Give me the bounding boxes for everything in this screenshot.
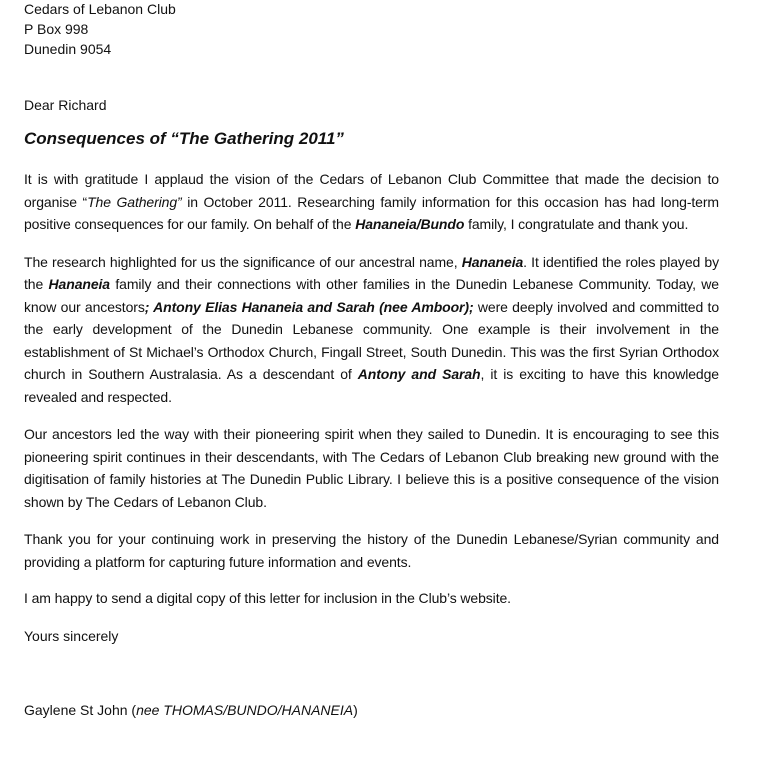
paragraph-2-ancestors: ; Antony Elias Hananeia and Sarah (nee Amboor); [144, 298, 474, 315]
letter-subject: Consequences of “The Gathering 2011” [24, 129, 344, 148]
letter-page [24, 0, 719, 720]
paragraph-2-text-5: , it is exciting to have this knowledge revealed and respected. [24, 366, 719, 405]
signature-end: ) [353, 701, 358, 718]
address-line-2: P Box 998 [24, 21, 89, 37]
address-line-1: Cedars of Lebanon Club [24, 1, 176, 17]
signature [24, 700, 719, 720]
address-line-3: Dunedin 9054 [24, 41, 112, 57]
signature-name: Gaylene St John ( [24, 701, 137, 718]
paragraph-2-text-2: . It identified the roles played by the [24, 253, 719, 292]
paragraph-2-text-1: The research highlighted for us the significance of our ancestral name, [24, 253, 462, 270]
paragraph-1-text-3: family, I congratulate and thank you. [464, 216, 689, 232]
recipient-address [24, 0, 719, 59]
signature-nee: nee THOMAS/BUNDO/HANANEIA [136, 701, 354, 718]
paragraph-1-text-1: It is with gratitude I applaud the vision of the Cedars of Lebanon Club Committee that made the decision to organise “ [24, 171, 719, 210]
paragraph-1-family-name: Hananeia/Bundo [355, 216, 465, 232]
paragraph-2-ancestral-name: Hananeia [461, 253, 524, 270]
paragraph-4: Thank you for your continuing work in preserving the history of the Dunedin Lebanese/Syrian community and providing a platform for capturing future information and events. [24, 531, 719, 570]
salutation: Dear Richard [24, 97, 107, 113]
paragraph-1 [24, 168, 719, 236]
paragraph-2 [24, 251, 719, 409]
paragraph-1-text-2: in October 2011. Researching family information for this occasion has had long-term positive consequences for our family. On behalf of the [24, 193, 719, 232]
paragraph-1-event-name: The Gathering” [87, 193, 182, 210]
paragraph-2-text-3: family and their connections with other families in the Dunedin Lebanese Community. Today, we know our ancestors [24, 276, 719, 315]
paragraph-2-ancestor-names: Antony and Sarah [357, 366, 481, 382]
paragraph-3: Our ancestors led the way with their pioneering spirit when they sailed to Dunedin. It is encouraging to see this pioneering spirit continues in their descendants, with The Cedars of Lebanon Club breaking new ground with the digitisation of family histories at The Dunedin Public Library. I believe this is a positive consequence of the vision shown by The Cedars of Lebanon Club. [24, 426, 719, 510]
paragraph-2-family-name: Hananeia [48, 276, 110, 292]
paragraph-2-text-4: were deeply involved and committed to the early development of the Dunedin Lebanese community. One example is their involvement in the establishment of St Michael’s Orthodox Church, Fingall Street, South Dunedin. This was the first Syrian Orthodox church in Southern Australasia. As a descendant of [24, 298, 720, 382]
paragraph-5: I am happy to send a digital copy of this letter for inclusion in the Club’s website. [24, 590, 511, 606]
closing: Yours sincerely [24, 627, 119, 644]
